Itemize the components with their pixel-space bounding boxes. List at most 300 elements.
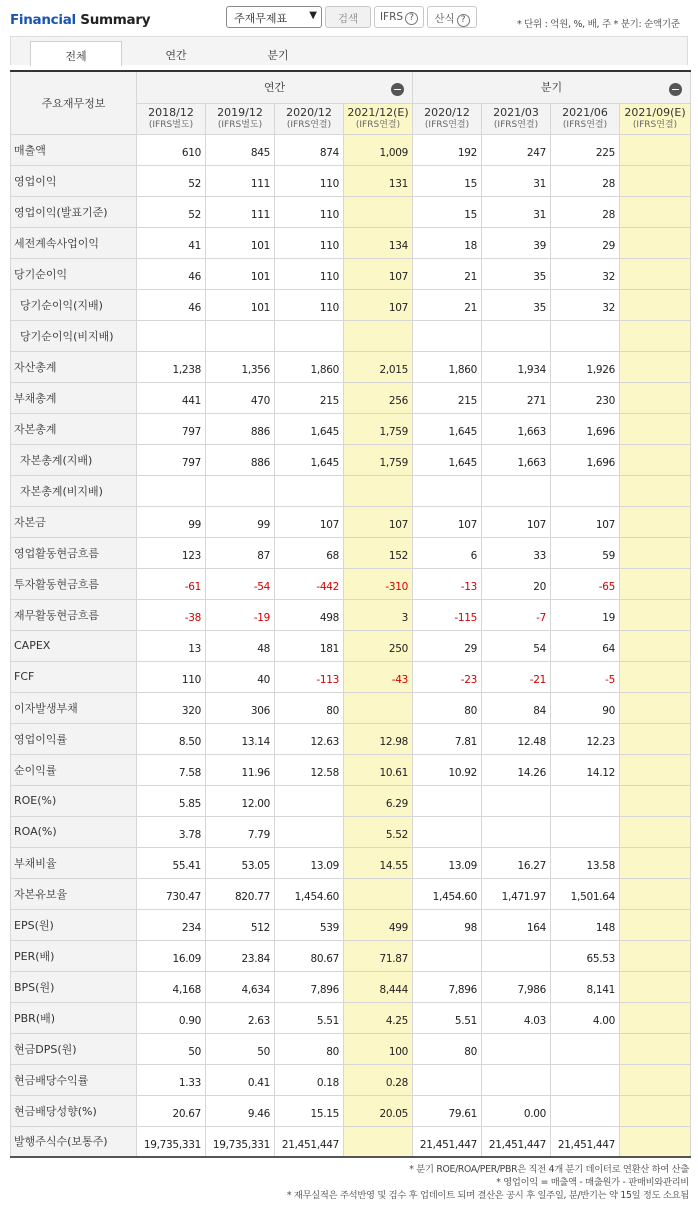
table-cell: 107 — [413, 506, 482, 537]
table-cell: 80 — [275, 692, 344, 723]
table-cell: 470 — [206, 382, 275, 413]
table-cell: 100 — [344, 1033, 413, 1064]
table-row — [11, 289, 691, 320]
table-cell: -113 — [275, 661, 344, 692]
table-cell: 6.29 — [344, 785, 413, 816]
column-header — [344, 103, 413, 134]
row-label: BPS(원) — [11, 971, 137, 1002]
table-row — [11, 537, 691, 568]
annual-group-label: 연간 — [263, 81, 286, 95]
table-cell: 152 — [344, 537, 413, 568]
tab-all[interactable]: 전체 — [30, 41, 122, 66]
table-cell: 110 — [275, 227, 344, 258]
table-cell — [137, 320, 206, 351]
table-cell — [551, 1095, 620, 1126]
table-cell: 1,663 — [482, 444, 551, 475]
table-cell — [482, 320, 551, 351]
table-cell: 1,759 — [344, 444, 413, 475]
table-cell: 5.85 — [137, 785, 206, 816]
table-cell: 0.90 — [137, 1002, 206, 1033]
table-cell: 12.98 — [344, 723, 413, 754]
table-row — [11, 1064, 691, 1095]
table-cell: -65 — [551, 568, 620, 599]
table-cell: 64 — [551, 630, 620, 661]
table-cell — [551, 320, 620, 351]
table-cell: 101 — [206, 258, 275, 289]
table-cell: 107 — [275, 506, 344, 537]
row-label: 투자활동현금흐름 — [11, 568, 137, 599]
table-cell: 7,986 — [482, 971, 551, 1002]
chevron-down-icon: ▼ — [309, 10, 317, 21]
table-cell — [206, 475, 275, 506]
table-cell: 21,451,447 — [482, 1126, 551, 1157]
table-cell: 225 — [551, 134, 620, 165]
column-period: 2019/12 — [217, 105, 263, 119]
table-cell: 845 — [206, 134, 275, 165]
table-cell: 4,634 — [206, 971, 275, 1002]
column-header — [620, 103, 691, 134]
row-label: 자본유보율 — [11, 878, 137, 909]
table-row — [11, 661, 691, 692]
table-cell: 797 — [137, 444, 206, 475]
financial-summary-table — [10, 70, 691, 1158]
table-cell — [413, 320, 482, 351]
table-cell: 48 — [206, 630, 275, 661]
table-cell: 12.63 — [275, 723, 344, 754]
row-label: 부채총계 — [11, 382, 137, 413]
row-label: 자본총계(비지배) — [11, 475, 137, 506]
table-cell — [620, 320, 691, 351]
column-basis: (IFRS연결) — [632, 119, 678, 130]
table-cell: 52 — [137, 196, 206, 227]
table-cell: 10.92 — [413, 754, 482, 785]
table-cell: 111 — [206, 196, 275, 227]
table-cell: 0.28 — [344, 1064, 413, 1095]
table-cell: 1,238 — [137, 351, 206, 382]
table-cell — [482, 475, 551, 506]
table-cell: 539 — [275, 909, 344, 940]
period-tabs — [10, 36, 688, 65]
table-cell — [620, 1064, 691, 1095]
table-cell: 107 — [482, 506, 551, 537]
table-cell: 98 — [413, 909, 482, 940]
table-cell: 1,860 — [413, 351, 482, 382]
table-cell — [620, 940, 691, 971]
table-cell: -43 — [344, 661, 413, 692]
table-row — [11, 692, 691, 723]
table-cell: -61 — [137, 568, 206, 599]
column-basis: (IFRS연결) — [355, 119, 401, 130]
table-row — [11, 568, 691, 599]
table-cell: 87 — [206, 537, 275, 568]
table-cell: 256 — [344, 382, 413, 413]
table-cell — [620, 413, 691, 444]
table-cell: 23.84 — [206, 940, 275, 971]
table-cell: 7.81 — [413, 723, 482, 754]
table-cell: 192 — [413, 134, 482, 165]
table-cell: 33 — [482, 537, 551, 568]
row-label: 영업이익(발표기준) — [11, 196, 137, 227]
table-cell: 32 — [551, 289, 620, 320]
row-label: FCF — [11, 661, 137, 692]
table-cell: 5.51 — [275, 1002, 344, 1033]
table-cell — [620, 506, 691, 537]
table-cell: 0.41 — [206, 1064, 275, 1095]
table-cell — [275, 320, 344, 351]
table-cell — [275, 785, 344, 816]
row-label: 당기순이익 — [11, 258, 137, 289]
table-cell — [620, 258, 691, 289]
table-cell: 99 — [137, 506, 206, 537]
table-cell: 886 — [206, 444, 275, 475]
column-header — [413, 103, 482, 134]
table-cell: 12.58 — [275, 754, 344, 785]
table-cell: -310 — [344, 568, 413, 599]
column-header — [482, 103, 551, 134]
table-cell — [620, 816, 691, 847]
table-cell: 21,451,447 — [413, 1126, 482, 1157]
column-basis: (IFRS별도) — [148, 119, 194, 130]
table-row — [11, 196, 691, 227]
table-cell: 0.00 — [482, 1095, 551, 1126]
table-cell: 13.09 — [413, 847, 482, 878]
table-row — [11, 258, 691, 289]
table-cell: 19 — [551, 599, 620, 630]
table-cell: 499 — [344, 909, 413, 940]
table-row — [11, 816, 691, 847]
table-cell: 39 — [482, 227, 551, 258]
table-cell — [620, 692, 691, 723]
table-cell: 134 — [344, 227, 413, 258]
table-cell: 5.52 — [344, 816, 413, 847]
column-period: 2020/12 — [424, 105, 470, 119]
table-cell — [620, 1095, 691, 1126]
question-icon: ? — [405, 12, 418, 25]
table-cell — [620, 196, 691, 227]
row-label: ROA(%) — [11, 816, 137, 847]
table-cell: 1,645 — [413, 444, 482, 475]
table-cell — [482, 816, 551, 847]
table-cell: -21 — [482, 661, 551, 692]
table-cell — [551, 816, 620, 847]
table-cell — [620, 568, 691, 599]
table-row — [11, 909, 691, 940]
collapse-annual-icon[interactable] — [391, 83, 404, 96]
table-cell: 164 — [482, 909, 551, 940]
title-financial: Financial — [10, 12, 76, 28]
table-cell: 107 — [344, 506, 413, 537]
table-cell: 80.67 — [275, 940, 344, 971]
table-cell — [620, 1002, 691, 1033]
table-cell: 107 — [551, 506, 620, 537]
table-cell: 306 — [206, 692, 275, 723]
table-cell: 14.26 — [482, 754, 551, 785]
table-cell — [620, 537, 691, 568]
table-cell: -7 — [482, 599, 551, 630]
table-cell: 1,501.64 — [551, 878, 620, 909]
table-cell — [620, 971, 691, 1002]
table-row — [11, 413, 691, 444]
table-row — [11, 754, 691, 785]
table-cell: 730.47 — [137, 878, 206, 909]
table-cell — [482, 940, 551, 971]
summary-header — [0, 0, 698, 36]
table-cell: 4.03 — [482, 1002, 551, 1033]
table-cell: 512 — [206, 909, 275, 940]
row-label: 영업이익 — [11, 165, 137, 196]
table-cell: 20.05 — [344, 1095, 413, 1126]
table-row — [11, 1126, 691, 1157]
table-row — [11, 971, 691, 1002]
table-cell: 4.25 — [344, 1002, 413, 1033]
table-cell — [620, 1033, 691, 1064]
tab-annual[interactable]: 연간 — [165, 49, 187, 62]
row-label: 현금DPS(원) — [11, 1033, 137, 1064]
table-cell: 13.14 — [206, 723, 275, 754]
table-cell: 65.53 — [551, 940, 620, 971]
row-label: PER(배) — [11, 940, 137, 971]
formula-label: 산식 — [434, 13, 455, 25]
table-row — [11, 878, 691, 909]
column-basis: (IFRS별도) — [217, 119, 263, 130]
table-cell — [551, 1064, 620, 1095]
table-cell: 441 — [137, 382, 206, 413]
table-cell: 16.27 — [482, 847, 551, 878]
ifrs-help-button[interactable] — [374, 6, 424, 28]
table-cell: 54 — [482, 630, 551, 661]
table-cell: -23 — [413, 661, 482, 692]
table-row — [11, 382, 691, 413]
table-cell: 10.61 — [344, 754, 413, 785]
column-period: 2021/06 — [562, 105, 608, 119]
table-cell: -442 — [275, 568, 344, 599]
table-cell: 80 — [413, 1033, 482, 1064]
table-cell — [482, 785, 551, 816]
table-cell: 247 — [482, 134, 551, 165]
table-cell — [206, 320, 275, 351]
table-cell: 15 — [413, 196, 482, 227]
tab-quarterly[interactable]: 분기 — [267, 49, 289, 62]
table-cell: 90 — [551, 692, 620, 723]
table-cell: 15 — [413, 165, 482, 196]
table-cell: 5.51 — [413, 1002, 482, 1033]
table-cell — [482, 1033, 551, 1064]
row-label: CAPEX — [11, 630, 137, 661]
table-cell: 50 — [137, 1033, 206, 1064]
statement-type-select[interactable] — [226, 6, 322, 28]
table-cell: 250 — [344, 630, 413, 661]
table-cell: 1,009 — [344, 134, 413, 165]
table-cell: 29 — [551, 227, 620, 258]
table-cell: -5 — [551, 661, 620, 692]
table-row — [11, 1095, 691, 1126]
table-row — [11, 134, 691, 165]
footnotes — [287, 1163, 689, 1202]
table-cell — [482, 1064, 551, 1095]
table-row — [11, 1033, 691, 1064]
page-title — [10, 12, 150, 28]
table-cell: 53.05 — [206, 847, 275, 878]
table-cell: 4.00 — [551, 1002, 620, 1033]
row-label: 현금배당수익률 — [11, 1064, 137, 1095]
table-cell: 20.67 — [137, 1095, 206, 1126]
table-cell: 1,696 — [551, 413, 620, 444]
row-label: 재무활동현금흐름 — [11, 599, 137, 630]
table-cell: 20 — [482, 568, 551, 599]
column-header — [206, 103, 275, 134]
question-icon: ? — [457, 14, 470, 27]
table-cell: 110 — [275, 196, 344, 227]
corner-header: 주요재무정보 — [11, 71, 137, 134]
table-cell — [275, 816, 344, 847]
table-cell: 1,471.97 — [482, 878, 551, 909]
table-cell: 8,141 — [551, 971, 620, 1002]
table-cell: -115 — [413, 599, 482, 630]
row-label: 영업활동현금흐름 — [11, 537, 137, 568]
table-cell: 6 — [413, 537, 482, 568]
table-cell: 3 — [344, 599, 413, 630]
table-row — [11, 444, 691, 475]
table-cell — [620, 134, 691, 165]
table-cell: 12.23 — [551, 723, 620, 754]
table-cell: -54 — [206, 568, 275, 599]
row-label: 세전계속사업이익 — [11, 227, 137, 258]
quarter-group-label: 분기 — [540, 81, 563, 95]
table-cell: 1,663 — [482, 413, 551, 444]
row-label: 순이익률 — [11, 754, 137, 785]
table-cell: 2,015 — [344, 351, 413, 382]
table-cell — [344, 475, 413, 506]
table-cell: 148 — [551, 909, 620, 940]
table-cell: 13 — [137, 630, 206, 661]
table-row — [11, 506, 691, 537]
table-cell: 13.09 — [275, 847, 344, 878]
table-cell: 4,168 — [137, 971, 206, 1002]
row-label: PBR(배) — [11, 1002, 137, 1033]
row-label: 자산총계 — [11, 351, 137, 382]
table-row — [11, 165, 691, 196]
table-cell: 498 — [275, 599, 344, 630]
table-cell — [620, 661, 691, 692]
column-header — [551, 103, 620, 134]
table-cell: 99 — [206, 506, 275, 537]
row-label: 당기순이익(비지배) — [11, 320, 137, 351]
collapse-quarter-icon[interactable] — [669, 83, 682, 96]
table-cell: 21,451,447 — [275, 1126, 344, 1157]
table-cell: 101 — [206, 289, 275, 320]
table-cell: 271 — [482, 382, 551, 413]
footnote: * 영업이익 = 매출액 - 매출원가 - 판매비와관리비 — [496, 1177, 689, 1188]
formula-help-button[interactable] — [427, 6, 477, 28]
table-cell: 1,454.60 — [275, 878, 344, 909]
table-cell — [275, 475, 344, 506]
table-cell: 16.09 — [137, 940, 206, 971]
table-cell — [620, 909, 691, 940]
search-button[interactable]: 검색 — [325, 6, 371, 28]
table-cell: 107 — [344, 258, 413, 289]
table-cell: 1,860 — [275, 351, 344, 382]
table-cell: 12.48 — [482, 723, 551, 754]
table-cell: 123 — [137, 537, 206, 568]
table-cell: 55.41 — [137, 847, 206, 878]
table-cell: 28 — [551, 165, 620, 196]
table-cell — [620, 723, 691, 754]
column-period: 2021/03 — [493, 105, 539, 119]
table-cell: 12.00 — [206, 785, 275, 816]
table-cell: 71.87 — [344, 940, 413, 971]
table-cell — [620, 785, 691, 816]
column-header — [275, 103, 344, 134]
table-cell — [137, 475, 206, 506]
table-cell — [620, 444, 691, 475]
table-cell: 1,934 — [482, 351, 551, 382]
table-row — [11, 1002, 691, 1033]
statement-type-value: 주재무제표 — [234, 12, 288, 25]
column-basis: (IFRS연결) — [493, 119, 539, 130]
table-cell: 101 — [206, 227, 275, 258]
table-cell: 1,356 — [206, 351, 275, 382]
table-cell: 0.18 — [275, 1064, 344, 1095]
table-cell: 181 — [275, 630, 344, 661]
table-cell: 29 — [413, 630, 482, 661]
footnote: * 재무실적은 주석반영 및 검수 후 업데이트 되며 결산은 공시 후 일주일, 분/반기는 약 15일 정도 소요됨 — [286, 1190, 689, 1201]
table-cell: 111 — [206, 165, 275, 196]
table-cell: 52 — [137, 165, 206, 196]
table-cell: 320 — [137, 692, 206, 723]
table-cell — [413, 940, 482, 971]
quarter-group-header — [413, 71, 691, 103]
table-cell: 35 — [482, 289, 551, 320]
ifrs-label: IFRS — [379, 11, 404, 23]
row-label: 이자발생부채 — [11, 692, 137, 723]
table-cell: 14.55 — [344, 847, 413, 878]
table-cell: 230 — [551, 382, 620, 413]
row-label: EPS(원) — [11, 909, 137, 940]
table-cell: 28 — [551, 196, 620, 227]
table-cell: 9.46 — [206, 1095, 275, 1126]
table-row — [11, 320, 691, 351]
table-cell: 1,645 — [413, 413, 482, 444]
table-cell: 80 — [275, 1033, 344, 1064]
row-label: 자본총계(지배) — [11, 444, 137, 475]
table-cell — [551, 1033, 620, 1064]
row-label: 자본금 — [11, 506, 137, 537]
table-row — [11, 723, 691, 754]
table-cell: 80 — [413, 692, 482, 723]
table-cell — [620, 227, 691, 258]
table-cell — [620, 630, 691, 661]
table-cell — [620, 599, 691, 630]
table-cell — [620, 351, 691, 382]
table-cell: 131 — [344, 165, 413, 196]
table-cell — [620, 289, 691, 320]
table-row — [11, 351, 691, 382]
column-period: 2018/12 — [148, 105, 194, 119]
table-cell — [620, 1126, 691, 1157]
table-cell — [344, 692, 413, 723]
table-cell: -19 — [206, 599, 275, 630]
column-period: 2021/09(E) — [624, 105, 686, 119]
table-cell: 1,454.60 — [413, 878, 482, 909]
table-cell: 31 — [482, 196, 551, 227]
table-cell: 46 — [137, 258, 206, 289]
table-row — [11, 940, 691, 971]
table-cell: 7.58 — [137, 754, 206, 785]
table-cell: 15.15 — [275, 1095, 344, 1126]
table-cell: 68 — [275, 537, 344, 568]
table-cell: 14.12 — [551, 754, 620, 785]
table-cell — [620, 878, 691, 909]
